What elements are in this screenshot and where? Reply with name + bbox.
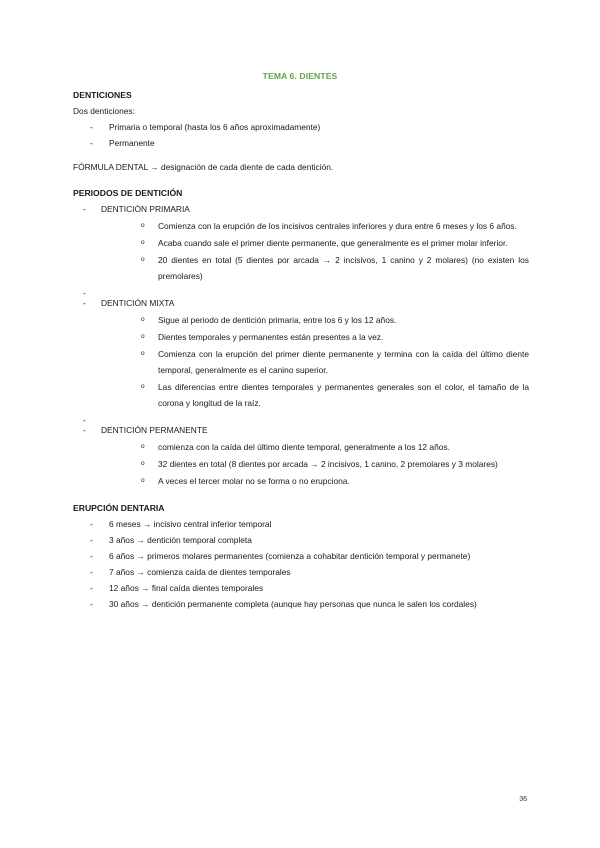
list-item: o 32 dientes en total (8 dientes por arcada → 2 incisivos, 1 canino, 2 premolares y 3 molares) [101,456,529,472]
erupcion-list [73,516,529,612]
periodo-mixta [73,295,529,411]
list-item: o Acaba cuando sale el primer diente permanente, que generalmente es el primer molar inferior. [101,235,529,251]
list-item: - 7 años → comienza caída de dientes temporales [73,564,529,580]
list-item: - 30 años → dentición permanente completa (aunque hay personas que nunca le salen los cordales) [73,596,529,612]
periodo-primaria [73,201,529,284]
list-item: o 20 dientes en total (5 dientes por arcada → 2 incisivos, 1 canino y 2 molares) (no existen los premolares) [101,252,529,284]
list-item: o Sigue al periodo de dentición primaria, entre los 6 y los 12 años. [101,312,529,328]
periodos-list [73,201,529,489]
list-item: - 3 años → dentición temporal completa [73,532,529,548]
list-item: o Comienza con la erupción del primer diente permanente y termina con la caída del último diente temporal, generalmente es el canino superior. [101,346,529,378]
periodo-label: DENTICIÓN PRIMARIA [101,204,190,214]
denticiones-intro: Dos denticiones: [73,106,135,116]
list-item: o Dientes temporales y permanentes están presentes a la vez. [101,329,529,345]
list-item: - Primaria o temporal (hasta los 6 años aproximadamente) [73,119,529,135]
list-item: - 6 meses → incisivo central inferior temporal [73,516,529,532]
list-item: - 12 años → final caída dientes temporales [73,580,529,596]
list-item: - 6 años → primeros molares permanentes (comienza a cohabitar dentición temporal y permanete) [73,548,529,564]
document-content [73,87,529,612]
periodo-label: DENTICIÓN PERMANENTE [101,425,208,435]
primaria-sublist [101,218,529,284]
permanente-sublist [101,439,529,489]
section-heading-erupcion: ERUPCIÓN DENTARIA [73,503,165,513]
page-title: TEMA 6. DIENTES [262,71,338,81]
list-item: o comienza con la caída del último diente temporal, generalmente a los 12 años. [101,439,529,455]
periodo-label: DENTICIÓN MIXTA [101,298,175,308]
list-item: o Las diferencias entre dientes temporales y permanentes generales son el color, el tamaño de la corona y longitud de la raíz. [101,379,529,411]
page-number: 36 [519,796,527,803]
list-item: o A veces el tercer molar no se forma o no erupciona. [101,473,529,489]
list-item: - Permanente [73,135,529,151]
section-heading-periodos: PERIODOS DE DENTICIÓN [73,188,183,198]
periodo-permanente [73,422,529,489]
mixta-sublist [101,312,529,411]
list-item: o Comienza con la erupción de los incisivos centrales inferiores y dura entre 6 meses y los 6 años. [101,218,529,234]
section-heading-denticiones: DENTICIONES [73,90,132,100]
formula-dental-text: FÓRMULA DENTAL → designación de cada diente de cada dentición. [73,162,334,172]
denticiones-list [73,119,529,151]
